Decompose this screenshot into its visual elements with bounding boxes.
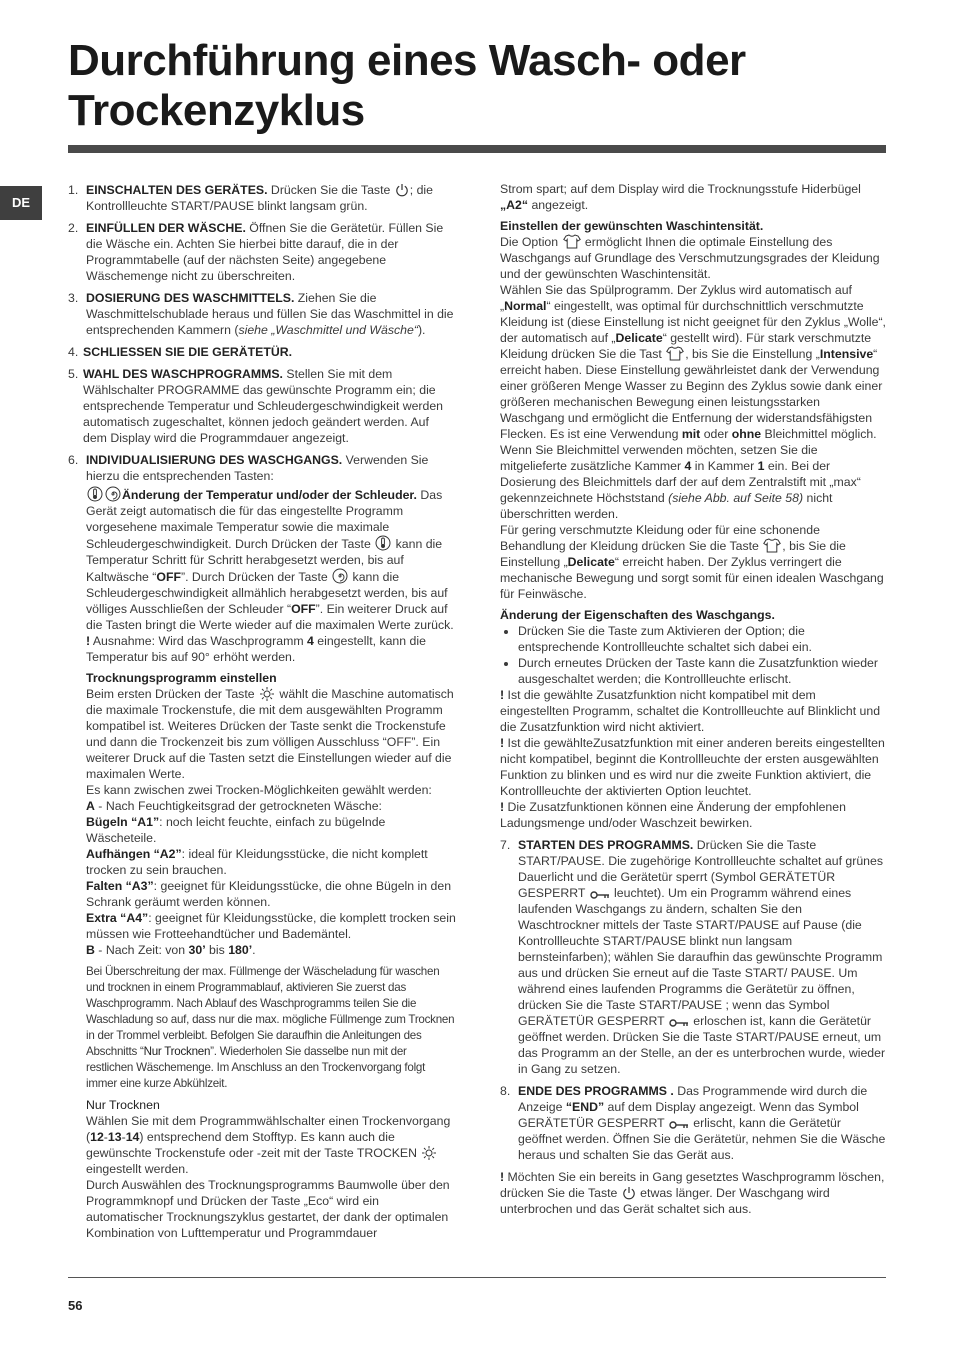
door-lock-icon xyxy=(669,1120,689,1130)
footer-rule xyxy=(68,1277,886,1278)
spin-icon xyxy=(105,486,121,502)
language-tab: DE xyxy=(0,186,42,220)
shirt-icon xyxy=(763,538,781,553)
note-1: ! Ist die gewählte Zusatzfunktion nicht kompatibel mit dem eingestellten Programm, schaltet die Kontrollleuchte auf Blinklicht und die Zusatzfunktion wird nicht aktiviert. xyxy=(500,688,881,734)
drying-continued: Strom spart; auf dem Display wird die Trocknungsstufe Hiderbügel „A2“ angezeigt. xyxy=(500,182,861,212)
shirt-icon xyxy=(563,234,581,249)
drying-icon xyxy=(259,687,275,701)
temperature-spin-paragraph: Änderung der Temperatur und/oder der Schleuder. Das Gerät zeigt automatisch die für das eingestellte Programm vorgesehene maximale Temperatur sowie die maximale Schleudergeschwindigkeit. Durch Drücken der Taste kann die Temperatur Schritt für Schritt herabgesetzt werden, bis auf Kaltwäsche “OFF”. Durch Drücken der Taste kann die Schleudergeschwindigkeit allmählich herabgesetzt werden, bis auf völliges Ausschließen der Schleuder “OFF”. Ein weiterer Druck auf die Tasten bringt die Werte wieder auf die maximalen Werte zurück. xyxy=(86,488,454,632)
drying-heading: Trocknungsprogramm einstellen xyxy=(86,671,277,685)
page-number: 56 xyxy=(68,1298,83,1313)
only-drying-heading: Nur Trocknen xyxy=(86,1098,160,1112)
step-1: 1. EINSCHALTEN DES GERÄTES. Drücken Sie die Taste ; die Kontrollleuchte START/PAUSE blinkt langsam grün. xyxy=(68,183,433,213)
title-rule xyxy=(68,145,886,153)
left-column xyxy=(68,182,456,1247)
note-2: ! Ist die gewählteZusatzfunktion mit einer anderen bereits eingestellten nicht kompatibel, beginnt die Kontrollleuchte der ersten ausgewählten Funktion zu blinken und es wird nur die zweite Funktion aktiviert, die Kontrollleuchte der aktivierten Option leuchtet. xyxy=(500,736,885,798)
step-7: 7. STARTEN DES PROGRAMMS. Drücken Sie die Taste START/PAUSE. Die zugehörige Kontrollleuchte schaltet auf grünes Dauerlicht und die Gerätetür sperrt (Symbol GERÄTETÜR GESPERRT leuchtet). Um ein Programm während eines laufenden Waschgangs zu ändern, schalten Sie den Waschtrockner mittels der Taste START/PAUSE auf Pause (die Kontrollleuchte START/PAUSE blinkt nun langsam bernsteinfarben); wählen Sie daraufhin das gewünschte Programm aus und drücken Sie erneut auf die Taste START/ PAUSE. Um während eines laufenden Programms die Gerätetür zu öffnen, drücken Sie die Taste START/PAUSE ; wenn das Symbol GERÄTETÜR GESPERRT erloschen ist, kann die Gerätetür geöffnet werden. Drücken Sie die Taste START/PAUSE erneut, um das Programm an der Stelle, an der es unterbrochen wurde, wieder in Gang zu setzen. xyxy=(500,838,886,1076)
intensity-text: Die Option ermöglicht Ihnen die optimale Einstellung des Waschgangs auf Grundlage des Verschmutzungsgrades der Kleidung und der gewünschten Waschintensität. Wählen Sie das Spülprogramm. Der Zyklus wird automatisch auf „Normal“ eingestellt, was optimal für durchschnittlich verschmutzte Kleidung ist (diese Einstellung ist nicht geeignet für den Zyklus „Wolle“, der automatisch auf „Delicate“ gestellt wird). Für stark verschmutzte Kleidung drücken Sie die Tast , bis Sie die Einstellung „Intensive“ erreicht haben. Diese Einstellung gewährleistet dank der Verwendung einer größeren Menge Wasser zu Beginn des Zyklus sowie dank einer größeren mechanischen Bewegung einen leistungsstarken Waschgang und ermöglicht die Entfernung der widerstandsfähigsten Flecken. Es ist eine Verwendung mit oder ohne Bleichmittel möglich. Wenn Sie Bleichmittel verwenden möchten, setzen Sie die mitgelieferte zusätzliche Kammer 4 in Kammer 1 ein. Bei der Dosierung des Bleichmittels darf der auf dem Zentralstift mit „max“ gekennzeichnete Höchststand (siehe Abb. auf Seite 58) nicht überschritten werden. Für gering verschmutzte Kleidung oder für eine schonende Behandlung der Kleidung drücken Sie die Taste , bis Sie die Einstellung „Delicate“ erreicht haben. Der Zyklus verringert die mechanische Bewegung und sorgt somit für einen idealen Waschgang für Feinwäsche. xyxy=(500,235,886,601)
temperature-icon xyxy=(87,486,103,502)
power-icon xyxy=(622,1186,636,1200)
drying-intro: Beim ersten Drücken der Taste wählt die Maschine automatisch die maximale Trockenstufe, die mit dem ausgewählten Programm kompatibel ist. Weiteres Drücken der Taste senkt die Trockenstufe und dann die Trockenzeit bis zum völligen Ausschluss “OFF”. Ein weiterer Druck auf die Tasten setzt die Einstellungen wieder auf die maximalen Werte. xyxy=(86,687,454,781)
shirt-icon xyxy=(666,346,684,361)
step-2: 2. EINFÜLLEN DER WÄSCHE. Öffnen Sie die Gerätetür. Füllen Sie die Wäsche ein. Achten Sie hierbei bitte darauf, die in der Programmtabelle (auf der nächsten Seite) angegebene Wäschemenge nicht zu überschreiten. xyxy=(68,221,444,283)
only-drying-text: Wählen Sie mit dem Programmwählschalter einen Trockenvorgang (12-13-14) entsprechend dem Stofftyp. Es kann auch die gewünschte Trockenstufe oder -zeit mit der Taste TROCKEN eingestellt werden. xyxy=(86,1114,451,1176)
final-note: ! Möchten Sie ein bereits in Gang gesetztes Waschprogramm löschen, drücken Sie die Taste etwas länger. Der Waschgang wird unterbrochen und das Gerät schaltet sich aus. xyxy=(500,1170,885,1216)
temperature-icon xyxy=(375,535,391,551)
list-item: • Drücken Sie die Taste zum Aktivieren der Option; die entsprechende Kontrollleuchte schaltet sich dabei ein. xyxy=(518,623,886,655)
step-6: 6. INDIVIDUALISIERUNG DES WASCHGANGS. Verwenden Sie hierzu die entsprechenden Tasten: Änderung der Temperatur und/oder der Schleuder. Das Gerät zeigt automatisch die für das eingestellte Programm vorgesehene maximale Temperatur sowie die maximale Schleudergeschwindigkeit. Durch Drücken der Taste kann die Temperatur Schritt für Schritt herabgesetzt werden, bis auf Kaltwäsche “OFF”. Durch Drücken der Taste kann die Schleudergeschwindigkeit allmählich herabgesetzt werden, bis auf völliges Ausschließen der Schleuder “OFF”. Ein weiterer Druck auf die Tasten bringt die Werte wieder auf die maximalen Werte zurück. ! Ausnahme: Wird das Waschprogramm 4 eingestellt, kann die Temperatur bis auf 90° erhöht werden. Trocknungsprogramm einstellen Beim ersten Drücken der Taste wählt die Maschine automatisch die maximale Trockenstufe, die mit dem ausgewählten Programm kompatibel ist. Weiteres Drücken der Taste senkt die Trockenstufe und dann die Trockenzeit bis zum völligen Ausschluss “OFF”. Ein weiterer Druck auf die Tasten setzt die Einstellungen wieder auf die maximalen Werte. Es kann zwischen zwei Trocken-Möglichkeiten gewählt werden: A - Nach Feuchtigkeitsgrad der getrockneten Wäsche: Bügeln “A1”: noch leicht feuchte, einfach zu bügelnde Wäscheteile. Aufhängen “A2”: ideal für Kleidungsstücke, die nicht komplett trocken zu sein brauchen. Falten “A3”: geeignet für Kleidungsstücke, die ohne Bügeln in den Schrank geräumt werden können. Extra “A4”: geeignet für Kleidungsstücke, die komplett trocken sein müssen wie Frotteehandtücher und Bademäntel. B - Nach Zeit: von 30’ bis 180’. Bei Überschreitung der max. Füllmenge der Wäscheladung für waschen und trocknen in einem Programmablauf, aktivieren Sie zuerst das Waschprogramm. Nach Ablauf des Waschprogramms teilen Sie die Waschladung so auf, dass nur die max. mögliche Füllmenge zum Trocknen in der Trommel verbleibt. Befolgen Sie daraufhin die Anleitungen des Abschnitts “Nur Trocknen”. Wiederholen Sie dasselbe nun mit der restlichen Wäschemenge. Im Anschluss an den Trockenvorgang folgt immer eine kurze Abkühlzeit. Nur Trocknen Wählen Sie mit dem Programmwählschalter einen Trockenvorgang (12-13-14) entsprechend dem Stofftyp. Es kann auch die gewünschte Trockenstufe oder -zeit mit der Taste TROCKEN eingestellt werden. Durch Auswählen des Trocknungsprogramms Baumwolle über den Programmknopf und Drücken der Taste „Eco“ wird ein automatischer Trocknungszyklus gestartet, der dank der optimalen Kombination von Lufttemperatur und Programmdauer xyxy=(68,453,456,1240)
step-8: 8. ENDE DES PROGRAMMS . Das Programmende wird durch die Anzeige “END” auf dem Display angezeigt. Wenn das Symbol GERÄTETÜR GESPERRT erlischt, kann die Gerätetür geöffnet werden. Öffnen Sie die Gerätetür, nehmen Sie die Wäsche heraus und schalten Sie das Gerät aus. xyxy=(500,1084,886,1162)
note-3: ! Die Zusatzfunktionen können eine Änderung der empfohlenen Ladungsmenge und/oder Waschzeit bewirken. xyxy=(500,800,846,830)
spin-icon xyxy=(332,568,348,584)
step-3: 3. DOSIERUNG DES WASCHMITTELS. Ziehen Sie die Waschmittelschublade heraus und füllen Sie das Waschmittel in die entsprechenden Kammern (siehe „Waschmittel und Wäsche“). xyxy=(68,291,454,337)
step-4: 4. SCHLIESSEN SIE DIE GERÄTETÜR. xyxy=(68,345,293,359)
right-column xyxy=(500,181,886,1217)
exception-note: ! Ausnahme: Wird das Waschprogramm 4 eingestellt, kann die Temperatur bis auf 90° erhöht werden. xyxy=(86,634,426,664)
intensity-heading: Einstellen der gewünschten Waschintensität. xyxy=(500,219,764,233)
power-icon xyxy=(395,183,409,197)
page-title: Durchführung eines Wasch- oder Trockenzyklus xyxy=(68,36,746,135)
step-5: 5. WAHL DES WASCHPROGRAMMS. Stellen Sie mit dem Wählschalter PROGRAMME das gewünschte Programm ein; die entsprechende Temperatur und Schleudergeschwindigkeit werden automatisch zugeschaltet, können jedoch geändert werden. Auf dem Display wird die Programmdauer angezeigt. xyxy=(68,367,444,445)
door-lock-icon xyxy=(669,1018,689,1028)
door-lock-icon xyxy=(590,890,610,900)
change-properties-heading: Änderung der Eigenschaften des Waschgangs. xyxy=(500,608,775,622)
overload-note: Bei Überschreitung der max. Füllmenge der Wäscheladung für waschen und trocknen in einem Programmablauf, aktivieren Sie zuerst das Waschprogramm. Nach Ablauf des Waschprogramms teilen Sie die Waschladung so auf, dass nur die max. mögliche Füllmenge zum Trocknen in der Trommel verbleibt. Befolgen Sie daraufhin die Anleitungen des Abschnitts “Nur Trocknen”. Wiederholen Sie dasselbe nun mit der restlichen Wäschemenge. Im Anschluss an den Trockenvorgang folgt immer eine kurze Abkühlzeit. xyxy=(86,965,455,1090)
drying-icon xyxy=(421,1146,437,1160)
option-bullet-list xyxy=(500,623,886,687)
list-item: • Durch erneutes Drücken der Taste kann die Zusatzfunktion wieder ausgeschaltet werden; die Kontrollleuchte erlischt. xyxy=(518,655,886,687)
